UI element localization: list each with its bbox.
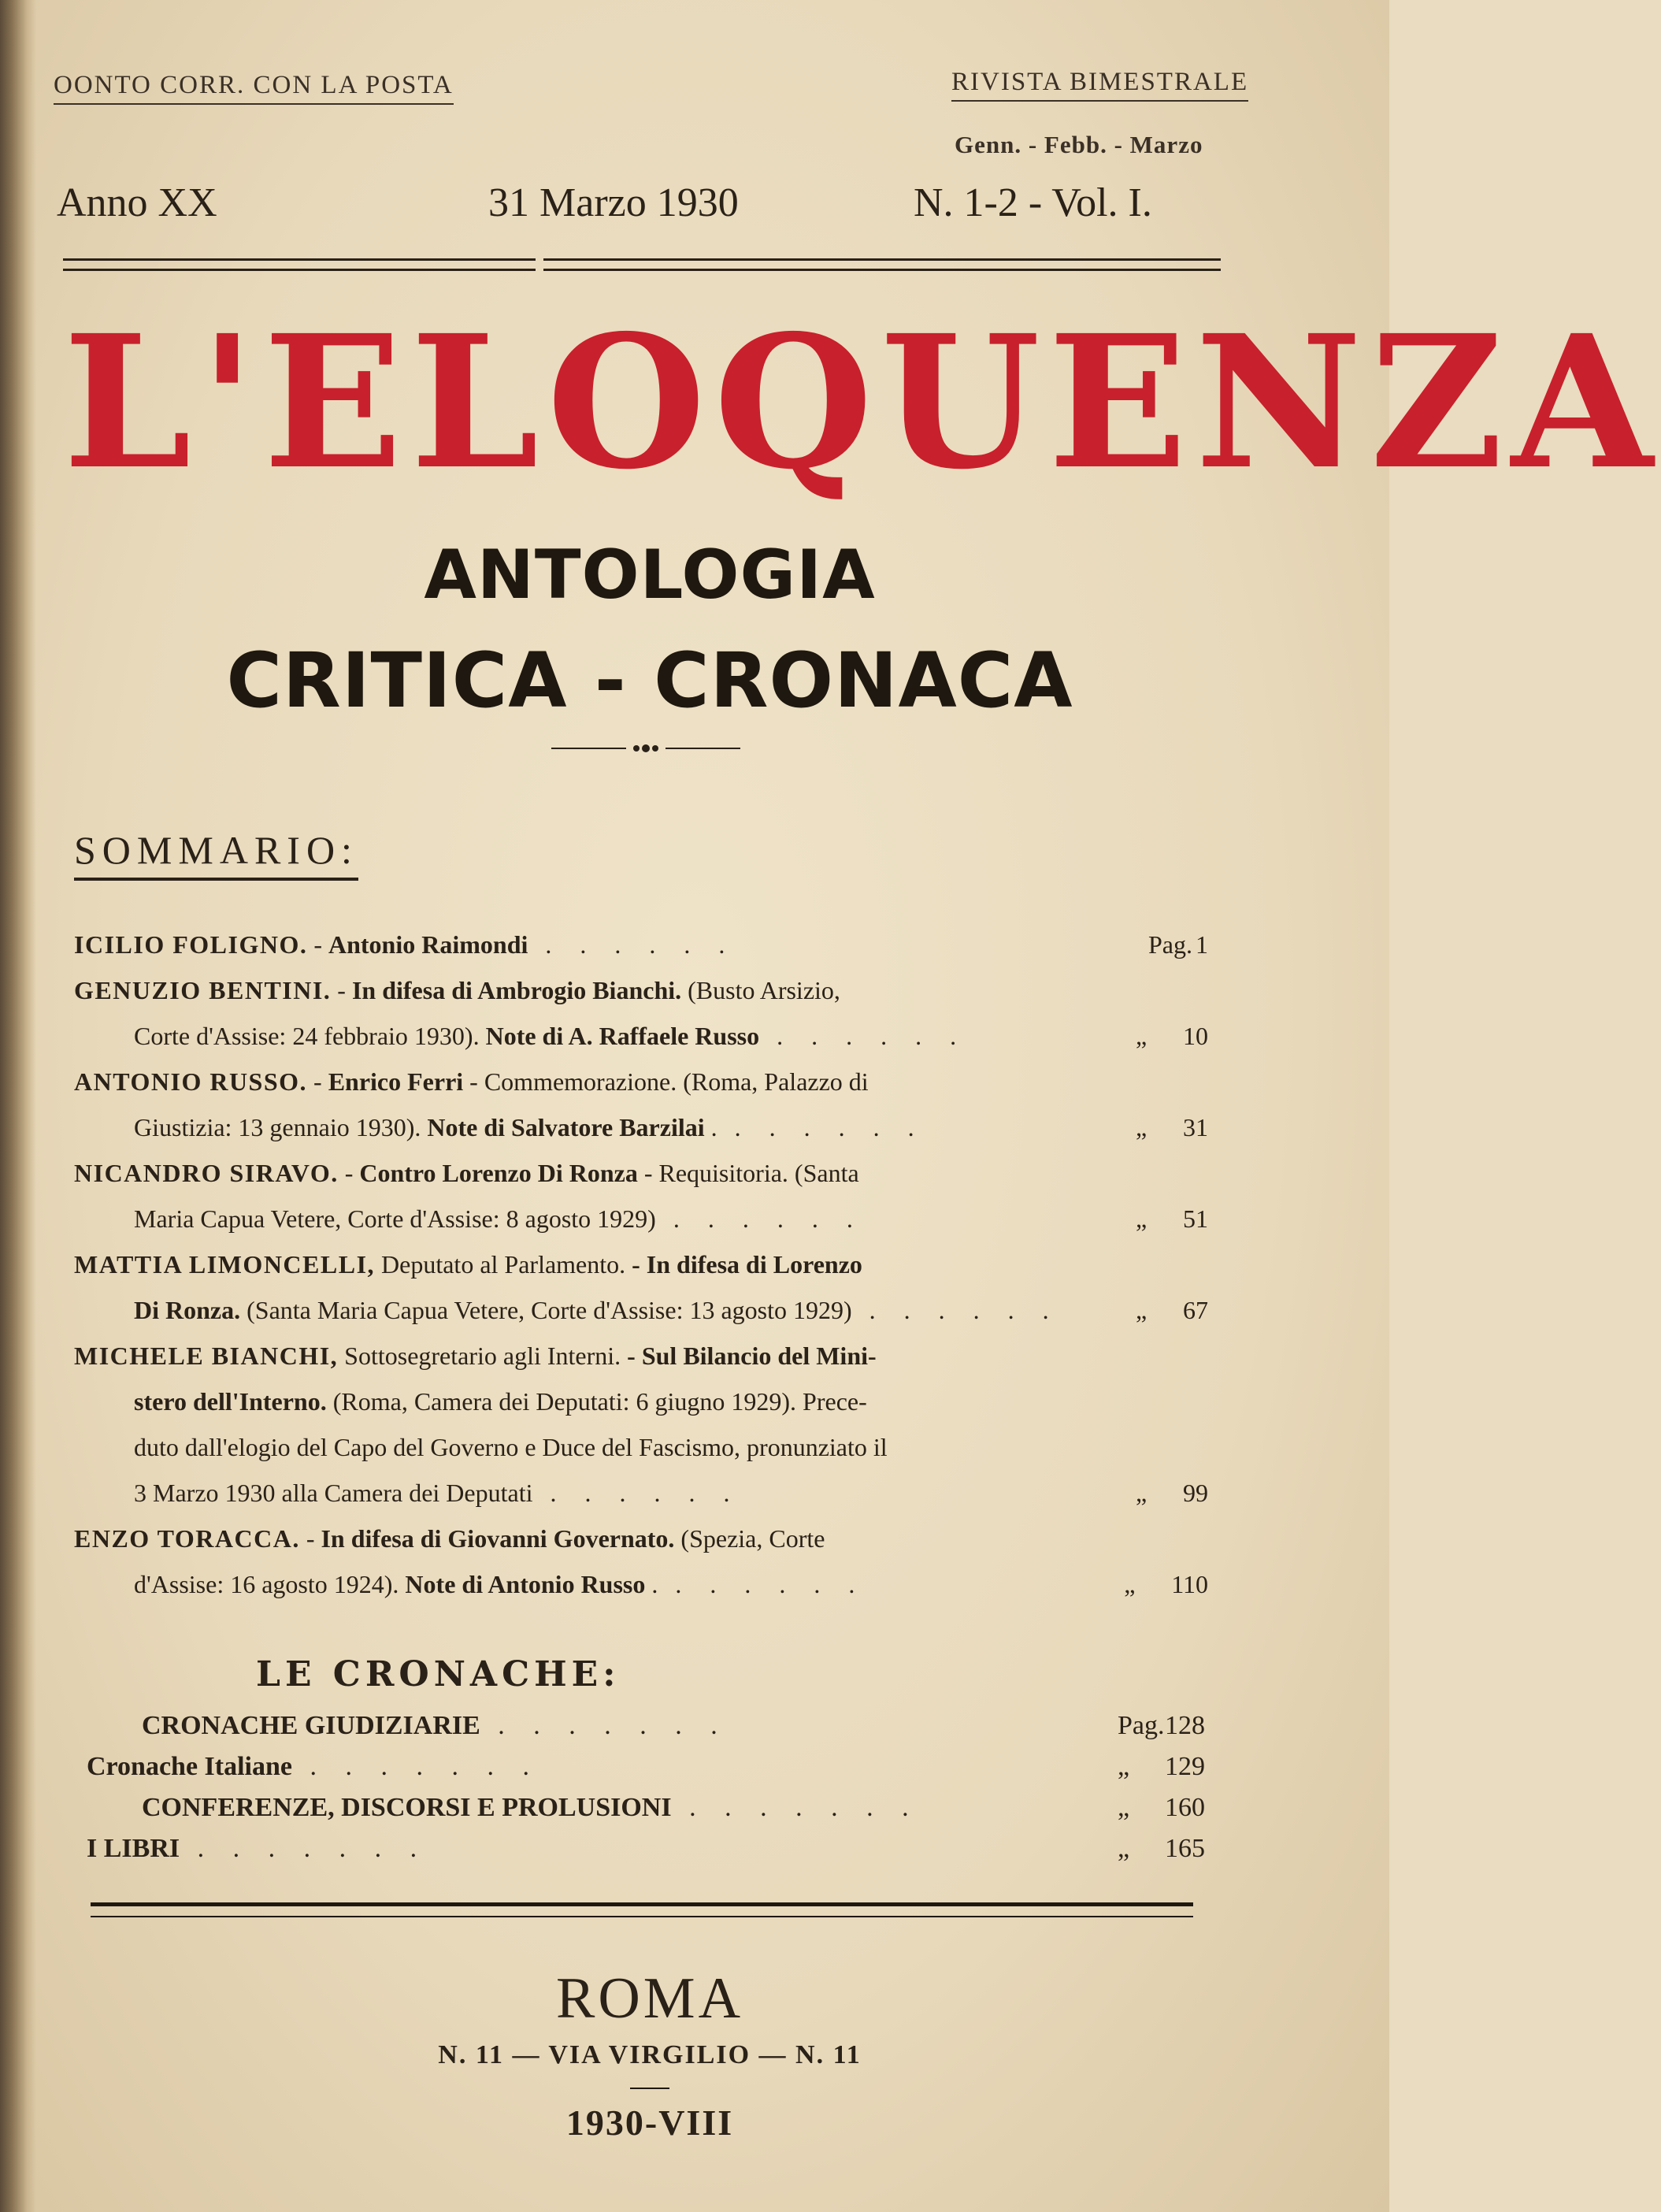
dot-leader: . . . . . . xyxy=(851,1296,1060,1324)
toc-author: MATTIA LIMONCELLI, xyxy=(74,1250,376,1279)
page-prefix: „ xyxy=(1118,1793,1130,1822)
toc-line xyxy=(74,922,1208,967)
dot-leader: . . . . . . xyxy=(532,1479,741,1507)
page-value: 129 xyxy=(1165,1752,1205,1781)
toc-line xyxy=(74,1196,1208,1241)
toc-text: In difesa di Giovanni Governato. xyxy=(321,1524,675,1553)
toc-author: ENZO TORACCA. xyxy=(74,1524,300,1553)
toc-text: . xyxy=(704,1113,717,1141)
page-prefix: „ xyxy=(1136,1296,1147,1324)
cronache-label: CRONACHE GIUDIZIARIE xyxy=(142,1711,480,1740)
toc-line xyxy=(74,1516,1208,1561)
page-prefix: „ xyxy=(1136,1022,1147,1050)
toc-text: Deputato al Parlamento. xyxy=(375,1250,632,1279)
issue-date: 31 Marzo 1930 xyxy=(488,180,739,225)
issue-months: Genn. - Febb. - Marzo xyxy=(955,131,1203,158)
toc-text: Enrico Ferri xyxy=(328,1067,464,1096)
toc-text: - xyxy=(307,1067,328,1096)
toc-text: - xyxy=(299,1524,321,1553)
toc-text: - Sul Bilancio del Mini- xyxy=(627,1342,877,1370)
dot-leader: . . . . . . xyxy=(655,1204,864,1233)
publication-year: 1930-VIII xyxy=(565,2103,734,2143)
toc-page-number xyxy=(1090,1287,1208,1333)
toc-text: (Santa Maria Capua Vetere, Corte d'Assise: 13 agosto 1929) xyxy=(240,1296,852,1324)
toc-text: Note di Antonio Russo xyxy=(405,1570,646,1598)
cronache-item xyxy=(87,1828,1205,1869)
toc-text: - xyxy=(338,1159,360,1187)
cronache-label: Cronache Italiane xyxy=(87,1752,292,1781)
toc-line xyxy=(74,1470,1208,1516)
toc-line xyxy=(74,1424,1208,1470)
dot-leader: . . . . . . . xyxy=(180,1834,428,1863)
toc-line xyxy=(74,1059,1208,1104)
year-rule xyxy=(630,2088,669,2089)
toc-entry xyxy=(74,1241,1208,1333)
toc-text: (Spezia, Corte xyxy=(674,1524,825,1553)
ornament-divider xyxy=(551,740,740,756)
masthead-title: L'ELOQUENZA xyxy=(63,295,1661,510)
toc-page-number xyxy=(1090,922,1208,967)
toc-line xyxy=(74,1104,1208,1150)
toc-line xyxy=(74,1287,1208,1333)
toc-text: Contro Lorenzo Di Ronza xyxy=(359,1159,638,1187)
page-prefix: Pag. xyxy=(1148,930,1192,959)
toc-text: (Busto Arsizio, xyxy=(681,976,840,1004)
toc-author: ANTONIO RUSSO. xyxy=(74,1067,308,1096)
sommario-heading: SOMMARIO: xyxy=(74,827,358,881)
toc-text: Di Ronza. xyxy=(134,1296,241,1324)
page-value: 10 xyxy=(1183,1022,1208,1050)
toc-entry xyxy=(74,1059,1208,1150)
subtitle-critica-cronaca: CRITICA - CRONACA xyxy=(226,637,1073,725)
dot-leader: . . . . . . xyxy=(658,1570,866,1598)
toc-text: Corte d'Assise: 24 febbraio 1930). xyxy=(134,1022,486,1050)
toc-text: - Requisitoria. (Santa xyxy=(637,1159,859,1187)
toc-text: . xyxy=(645,1570,658,1598)
toc-text: Note di A. Raffaele Russo xyxy=(485,1022,760,1050)
periodicity: RIVISTA BIMESTRALE xyxy=(951,68,1248,102)
toc-text: duto dall'elogio del Capo del Governo e Duce del Fascismo, pronunziato il xyxy=(134,1433,888,1461)
table-of-contents xyxy=(74,922,1208,1607)
toc-line xyxy=(74,1150,1208,1196)
toc-text: Note di Salvatore Barzilai xyxy=(427,1113,705,1141)
cronache-item xyxy=(142,1787,1205,1828)
toc-line xyxy=(74,1379,1208,1424)
page-value: 1 xyxy=(1196,930,1208,959)
header-rule-right xyxy=(543,258,1221,271)
toc-text: Maria Capua Vetere, Corte d'Assise: 8 agosto 1929) xyxy=(134,1204,656,1233)
header-rule-left xyxy=(63,258,536,271)
toc-text: - xyxy=(331,976,352,1004)
toc-author: GENUZIO BENTINI. xyxy=(74,976,332,1004)
page-value: 160 xyxy=(1165,1793,1205,1822)
page-value: 165 xyxy=(1165,1834,1205,1863)
cronache-label: I LIBRI xyxy=(87,1834,180,1863)
toc-text: Antonio Raimondi xyxy=(328,930,528,959)
toc-text: - xyxy=(307,930,328,959)
toc-entry xyxy=(74,1333,1208,1516)
footer-rule xyxy=(91,1902,1193,1917)
toc-line xyxy=(74,1241,1208,1287)
cronache-list xyxy=(87,1705,1205,1869)
cronache-heading: LE CRONACHE: xyxy=(256,1654,621,1694)
toc-page-number xyxy=(1090,1561,1208,1607)
dot-leader: . . . . . . . xyxy=(291,1752,540,1781)
toc-text: (Roma, Camera dei Deputati: 6 giugno 1929). Prece- xyxy=(326,1387,867,1416)
cronache-item xyxy=(142,1705,1205,1746)
book-spine-shadow xyxy=(0,0,36,2212)
toc-entry xyxy=(74,1150,1208,1241)
toc-author: ICILIO FOLIGNO. xyxy=(74,930,308,959)
toc-author: NICANDRO SIRAVO. xyxy=(74,1159,339,1187)
toc-entry xyxy=(74,1516,1208,1607)
toc-author: MICHELE BIANCHI, xyxy=(74,1342,339,1370)
issue-number: N. 1-2 - Vol. I. xyxy=(914,180,1152,225)
toc-text: - In difesa di Lorenzo xyxy=(632,1250,862,1279)
cronache-page-number xyxy=(1087,1828,1205,1869)
toc-line xyxy=(74,967,1208,1013)
toc-text: In difesa di Ambrogio Bianchi. xyxy=(351,976,682,1004)
page-prefix: Pag. xyxy=(1118,1711,1165,1740)
toc-page-number xyxy=(1090,1196,1208,1241)
page-value: 99 xyxy=(1183,1479,1208,1507)
page-value: 110 xyxy=(1171,1570,1208,1598)
cronache-page-number xyxy=(1087,1746,1205,1787)
toc-line xyxy=(74,1561,1208,1607)
toc-text: Giustizia: 13 gennaio 1930). xyxy=(134,1113,428,1141)
page-prefix: „ xyxy=(1136,1204,1147,1233)
subtitle-antologia: ANTOLOGIA xyxy=(424,536,876,614)
dot-leader: . . . . . . xyxy=(759,1022,968,1050)
toc-text: - Commemorazione. (Roma, Palazzo di xyxy=(463,1067,869,1096)
toc-page-number xyxy=(1090,1470,1208,1516)
page-prefix: „ xyxy=(1136,1479,1147,1507)
page-value: 128 xyxy=(1165,1711,1205,1740)
page-value: 31 xyxy=(1183,1113,1208,1141)
toc-entry xyxy=(74,967,1208,1059)
publisher-city: ROMA xyxy=(555,1966,744,2031)
toc-text: 3 Marzo 1930 alla Camera dei Deputati xyxy=(134,1479,533,1507)
page-prefix: „ xyxy=(1136,1113,1147,1141)
page-value: 51 xyxy=(1183,1204,1208,1233)
page-value: 67 xyxy=(1183,1296,1208,1324)
cronache-page-number xyxy=(1087,1705,1205,1746)
dot-leader: . . . . . . . xyxy=(671,1793,920,1822)
toc-line xyxy=(74,1333,1208,1379)
cronache-item xyxy=(87,1746,1205,1787)
cronache-page-number xyxy=(1087,1787,1205,1828)
page-prefix: „ xyxy=(1118,1834,1130,1863)
postal-notice: OONTO CORR. CON LA POSTA xyxy=(54,71,454,105)
toc-page-number xyxy=(1090,1104,1208,1150)
dot-leader: . . . . . . xyxy=(717,1113,925,1141)
anno: Anno XX xyxy=(57,180,217,225)
page-prefix: „ xyxy=(1118,1752,1130,1781)
toc-text: Sottosegretario agli Interni. xyxy=(338,1342,628,1370)
toc-text: stero dell'Interno. xyxy=(134,1387,327,1416)
toc-text: d'Assise: 16 agosto 1924). xyxy=(134,1570,406,1598)
page-prefix: „ xyxy=(1124,1570,1136,1598)
dot-leader: . . . . . . . xyxy=(480,1711,729,1740)
publisher-address: N. 11 — VIA VIRGILIO — N. 11 xyxy=(438,2040,862,2069)
dot-leader: . . . . . . xyxy=(528,930,736,959)
cronache-label: CONFERENZE, DISCORSI E PROLUSIONI xyxy=(142,1793,672,1822)
toc-entry xyxy=(74,922,1208,967)
toc-line xyxy=(74,1013,1208,1059)
toc-page-number xyxy=(1090,1013,1208,1059)
